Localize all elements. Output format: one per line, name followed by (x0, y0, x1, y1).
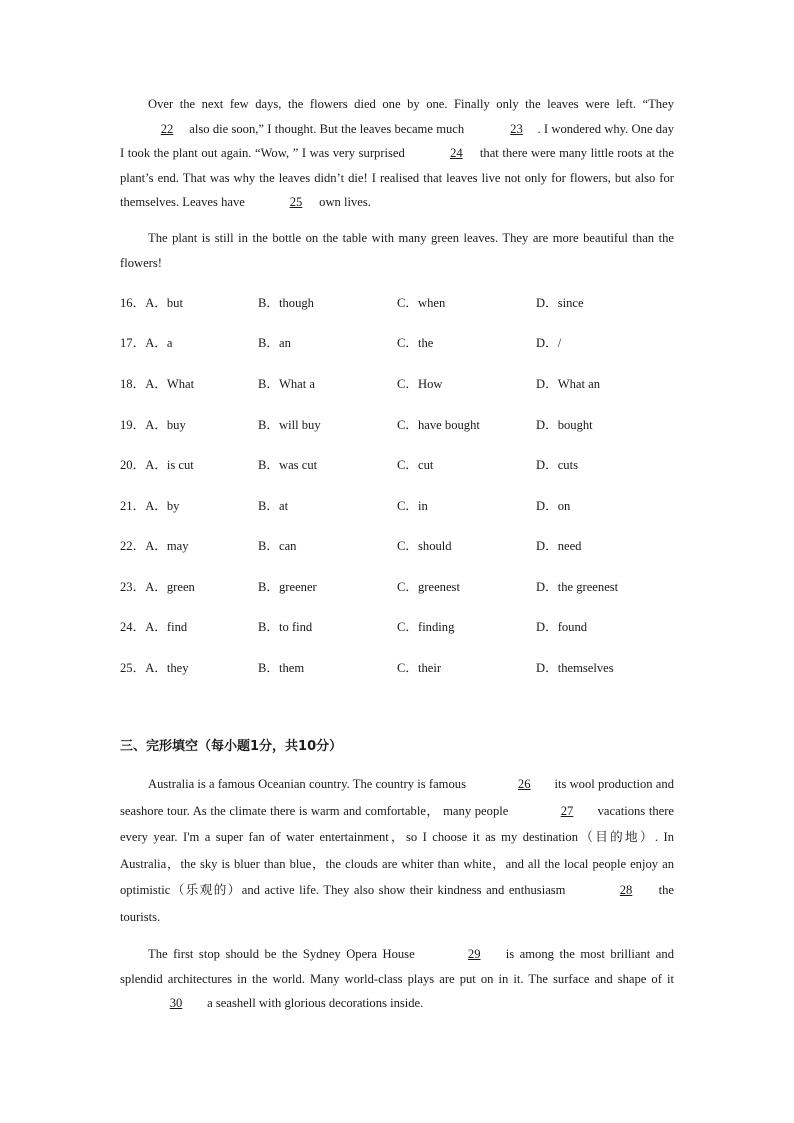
option-a[interactable]: 24．A．find (120, 620, 188, 634)
option-c[interactable]: C．their (397, 661, 442, 675)
blank-22[interactable]: 22 (160, 121, 174, 136)
question-row-21 (120, 495, 680, 515)
question-row-25 (120, 657, 680, 677)
option-c[interactable]: C．the (397, 336, 434, 350)
option-d[interactable]: D．/ (536, 336, 562, 350)
option-c[interactable]: C．greenest (397, 580, 460, 594)
option-c[interactable]: C．when (397, 296, 446, 310)
question-row-23 (120, 576, 680, 596)
option-d[interactable]: D．need (536, 539, 582, 553)
cloze-paragraph-2: The first stop should be the Sydney Opera House 29 is among the most brilliant and splendid architectures in the world. Many world-class plays are put on in it. The surface and shape of it 30 a seashell with glorious decorations inside. (120, 942, 674, 1016)
option-a[interactable]: 22．A．may (120, 539, 189, 553)
blank-30[interactable]: 30 (169, 996, 183, 1010)
blank-29[interactable]: 29 (467, 947, 481, 961)
option-c[interactable]: C．finding (397, 620, 455, 634)
option-d[interactable]: D．on (536, 499, 571, 513)
option-d[interactable]: D．since (536, 296, 584, 310)
question-row-19 (120, 414, 680, 434)
option-b[interactable]: B．an (258, 336, 291, 350)
blank-25[interactable]: 25 (289, 195, 303, 209)
option-d[interactable]: D．What an (536, 377, 600, 391)
option-d[interactable]: D．the greenest (536, 580, 619, 594)
section-heading: 三、完形填空（每小题1分，共10分） (120, 739, 343, 754)
question-row-17 (120, 332, 680, 352)
question-row-16 (120, 292, 680, 312)
passage-paragraph-1: Over the next few days, the flowers died one by one. Finally only the leaves were left. “They 22 also die soon,” I thought. But the leaves became much 23 . I wondered why. One day I took the plant out again. “Wow, ” I was very surprised 24 that there were many little roots at the plant’s end. That was why the leaves didn’t die! I realised that leaves live not only for flowers, but also for themselves. Leaves have 25 own lives. (120, 92, 674, 215)
blank-26[interactable]: 26 (517, 777, 531, 791)
option-a[interactable]: 18．A．What (120, 377, 195, 391)
option-a[interactable]: 17．A．a (120, 336, 173, 350)
option-a[interactable]: 20．A．is cut (120, 458, 194, 472)
question-row-18 (120, 373, 680, 393)
question-row-22 (120, 535, 680, 555)
option-c[interactable]: C．should (397, 539, 452, 553)
option-d[interactable]: D．themselves (536, 661, 614, 675)
option-a[interactable]: 21．A．by (120, 499, 180, 513)
passage-paragraph-2: The plant is still in the bottle on the table with many green leaves. They are more beautiful than the flowers! (120, 231, 674, 270)
option-b[interactable]: B．though (258, 296, 314, 310)
question-row-24 (120, 616, 680, 636)
option-b[interactable]: B．What a (258, 377, 316, 391)
option-d[interactable]: D．found (536, 620, 588, 634)
option-c[interactable]: C．cut (397, 458, 434, 472)
option-a[interactable]: 25．A．they (120, 661, 189, 675)
option-d[interactable]: D．bought (536, 418, 593, 432)
option-c[interactable]: C．How (397, 377, 443, 391)
option-b[interactable]: B．them (258, 661, 305, 675)
question-row-20 (120, 454, 680, 474)
blank-23[interactable]: 23 (510, 121, 523, 136)
option-b[interactable]: B．can (258, 539, 297, 553)
option-a[interactable]: 19．A．buy (120, 418, 186, 432)
option-b[interactable]: B．will buy (258, 418, 321, 432)
option-b[interactable]: B．greener (258, 580, 317, 594)
blank-24[interactable]: 24 (450, 146, 463, 160)
option-a[interactable]: 23．A．green (120, 580, 195, 594)
blank-28[interactable]: 28 (619, 883, 633, 898)
option-b[interactable]: B．was cut (258, 458, 318, 472)
option-d[interactable]: D．cuts (536, 458, 578, 472)
cloze-paragraph-1: Australia is a famous Oceanian country. The country is famous 26 its wool production and seashore tour. As the climate there is warm and comfortable， many people 27 vacations there every year. I'm a super fan of water entertainment，so I choose it as my destination（目的地）. In Australia，the sky is bluer than blue，the clouds are whiter than white，and all the local people enjoy an optimistic（乐观的）and active life. They also show their kindness and enthusiasm 28 the tourists. (120, 771, 674, 931)
option-b[interactable]: B．to find (258, 620, 313, 634)
option-c[interactable]: C．in (397, 499, 428, 513)
option-b[interactable]: B．at (258, 499, 289, 513)
option-a[interactable]: 16．A．but (120, 296, 183, 310)
option-c[interactable]: C．have bought (397, 418, 480, 432)
blank-27[interactable]: 27 (560, 803, 574, 818)
